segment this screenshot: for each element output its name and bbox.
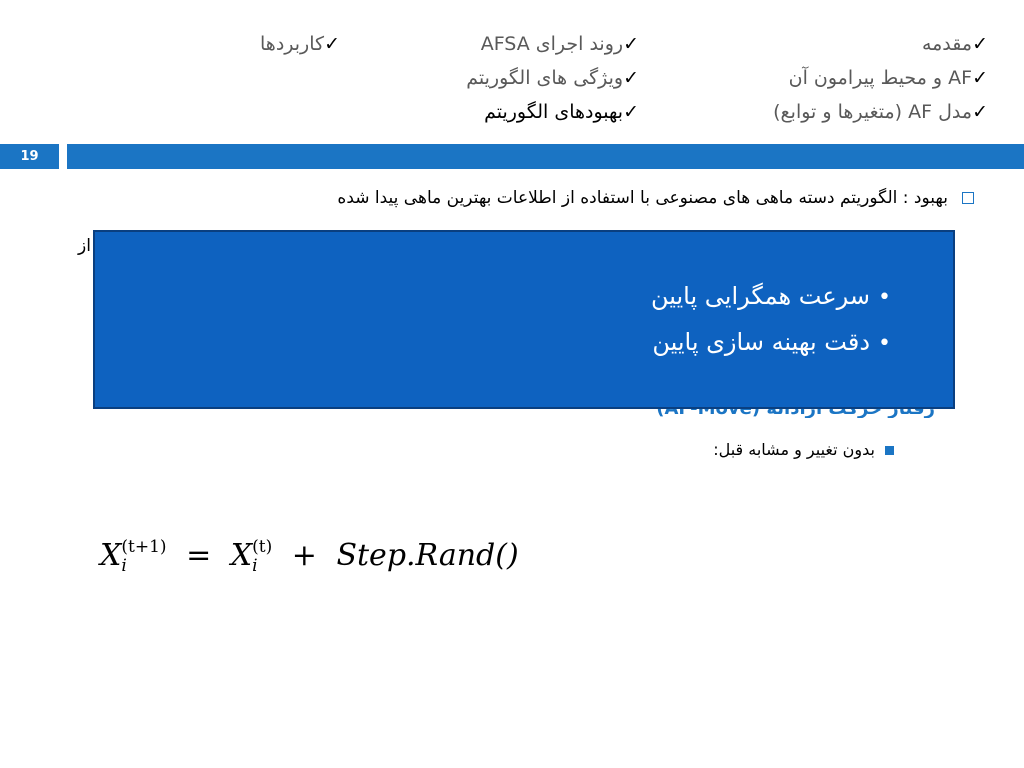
- nav-item-label: مدل AF (متغیرها و توابع): [773, 101, 973, 123]
- popup-box: [93, 230, 955, 409]
- formula: [100, 538, 519, 576]
- sub-bullet: [713, 440, 894, 459]
- nav-item-label: AF و محیط پیرامون آن: [788, 67, 973, 89]
- nav-item-applications[interactable]: [260, 33, 340, 55]
- formula-equals: =: [186, 538, 212, 573]
- nav-item-af-model[interactable]: [773, 101, 988, 123]
- sub-bullet-text: بدون تغییر و مشابه قبل:: [713, 440, 875, 459]
- check-icon: ✓: [324, 33, 340, 55]
- nav-item-label: روند اجرای AFSA: [480, 33, 624, 55]
- check-icon: ✓: [972, 101, 988, 123]
- solid-square-bullet-icon: [885, 446, 894, 455]
- formula-lhs-sub: i: [121, 556, 127, 576]
- popup-item-convergence: [651, 282, 891, 310]
- popup-item-text: سرعت همگرایی پایین: [650, 282, 871, 310]
- nav-item-features[interactable]: [466, 67, 639, 89]
- formula-lhs-var: X: [100, 538, 122, 573]
- check-icon: ✓: [972, 33, 988, 55]
- bullet-dot-icon: •: [878, 331, 891, 356]
- check-icon: ✓: [972, 67, 988, 89]
- nav-item-label: کاربردها: [260, 33, 325, 55]
- main-bullet-text: بهبود : الگوریتم دسته ماهی های مصنوعی با استفاده از اطلاعات بهترین ماهی پیدا شده: [337, 188, 948, 208]
- nav-item-label: ویژگی های الگوریتم: [466, 67, 624, 89]
- nav-item-label: بهبودهای الگوریتم: [484, 101, 624, 123]
- check-icon: ✓: [623, 101, 639, 123]
- nav-item-afsa-process[interactable]: [481, 33, 639, 55]
- popup-item-text: دقت بهینه سازی پایین: [652, 328, 871, 356]
- formula-term: Step.Rand(): [336, 538, 519, 573]
- slide-number: 19: [0, 144, 59, 169]
- check-icon: ✓: [623, 33, 639, 55]
- formula-rhs-sub: i: [252, 556, 258, 576]
- formula-rhs-sup: (t): [252, 537, 273, 558]
- hollow-square-bullet-icon: [962, 192, 974, 204]
- nav-item-intro[interactable]: [922, 33, 988, 55]
- nav-item-af-environment[interactable]: [789, 67, 988, 89]
- nav-item-improvements[interactable]: [484, 101, 639, 123]
- bullet-dot-icon: •: [878, 285, 891, 310]
- popup-item-accuracy: [652, 328, 891, 356]
- check-icon: ✓: [623, 67, 639, 89]
- cut-off-text: از: [78, 236, 91, 256]
- formula-plus: +: [291, 538, 317, 573]
- header-bar: [67, 144, 1024, 169]
- nav-item-label: مقدمه: [921, 33, 973, 55]
- formula-rhs-var: X: [230, 538, 253, 573]
- formula-lhs-sup: (t+1): [121, 537, 167, 558]
- main-bullet: [337, 188, 974, 208]
